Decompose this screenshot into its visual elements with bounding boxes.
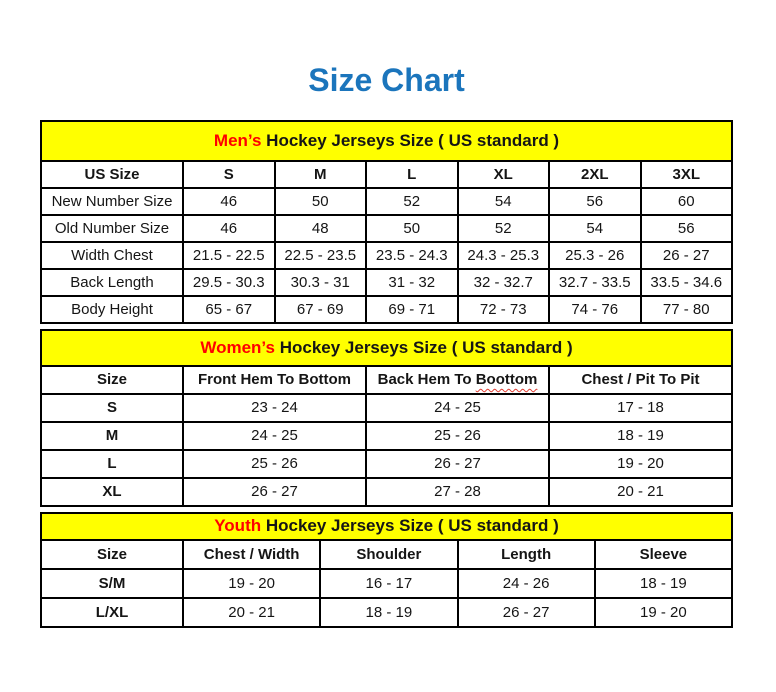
column-header: Shoulder <box>320 540 457 569</box>
cell-value: 19 - 20 <box>549 450 732 478</box>
mens-banner <box>41 121 732 161</box>
womens-header-row <box>41 366 732 394</box>
column-header: Size <box>41 540 183 569</box>
cell-value: 77 - 80 <box>641 296 733 323</box>
cell-value: 50 <box>275 188 367 215</box>
mens-size-table <box>40 120 733 324</box>
table-row <box>41 478 732 506</box>
column-header: L <box>366 161 458 188</box>
cell-value: 74 - 76 <box>549 296 641 323</box>
cell-value: 46 <box>183 215 275 242</box>
cell-value: 25.3 - 26 <box>549 242 641 269</box>
cell-value: 72 - 73 <box>458 296 550 323</box>
cell-value: 22.5 - 23.5 <box>275 242 367 269</box>
cell-value: 54 <box>549 215 641 242</box>
cell-value: 32 - 32.7 <box>458 269 550 296</box>
page-title: Size Chart <box>308 62 465 98</box>
cell-value: 26 - 27 <box>641 242 733 269</box>
cell-value: 26 - 27 <box>183 478 366 506</box>
table-row <box>41 422 732 450</box>
row-label: Back Length <box>41 269 183 296</box>
column-header <box>366 366 549 394</box>
table-row <box>41 188 732 215</box>
cell-value: 21.5 - 22.5 <box>183 242 275 269</box>
table-row <box>41 242 732 269</box>
column-header: Size <box>41 366 183 394</box>
womens-size-table <box>40 329 733 507</box>
cell-value: 20 - 21 <box>183 598 320 627</box>
row-label: S <box>41 394 183 422</box>
cell-value: 17 - 18 <box>549 394 732 422</box>
mens-header-row <box>41 161 732 188</box>
cell-value: 25 - 26 <box>183 450 366 478</box>
cell-value: 29.5 - 30.3 <box>183 269 275 296</box>
mens-banner-highlight: Men’s <box>213 130 262 150</box>
cell-value: 48 <box>275 215 367 242</box>
column-header: Sleeve <box>595 540 732 569</box>
cell-value: 46 <box>183 188 275 215</box>
cell-value: 33.5 - 34.6 <box>641 269 733 296</box>
column-header: Length <box>458 540 595 569</box>
womens-banner-text: Hockey Jerseys Size ( US standard ) <box>274 337 573 357</box>
table-row <box>41 569 732 598</box>
row-label: Body Height <box>41 296 183 323</box>
row-label: New Number Size <box>41 188 183 215</box>
youth-size-table <box>40 512 733 628</box>
youth-banner-highlight: Youth <box>214 516 262 536</box>
column-header: 2XL <box>549 161 641 188</box>
cell-value: 50 <box>366 215 458 242</box>
cell-value: 65 - 67 <box>183 296 275 323</box>
column-header: Chest / Width <box>183 540 320 569</box>
cell-value: 25 - 26 <box>366 422 549 450</box>
column-header-text: Back Hem To <box>377 371 476 389</box>
cell-value: 56 <box>641 215 733 242</box>
row-label: S/M <box>41 569 183 598</box>
column-header: S <box>183 161 275 188</box>
table-row <box>41 215 732 242</box>
youth-banner <box>41 513 732 540</box>
cell-value: 24.3 - 25.3 <box>458 242 550 269</box>
table-row <box>41 450 732 478</box>
row-label: XL <box>41 478 183 506</box>
cell-value: 30.3 - 31 <box>275 269 367 296</box>
cell-value: 26 - 27 <box>366 450 549 478</box>
cell-value: 52 <box>458 215 550 242</box>
table-row <box>41 598 732 627</box>
cell-value: 67 - 69 <box>275 296 367 323</box>
cell-value: 19 - 20 <box>595 598 732 627</box>
cell-value: 24 - 25 <box>366 394 549 422</box>
misspelled-word: Boottom <box>475 371 538 389</box>
cell-value: 31 - 32 <box>366 269 458 296</box>
cell-value: 16 - 17 <box>320 569 457 598</box>
cell-value: 24 - 26 <box>458 569 595 598</box>
womens-banner <box>41 330 732 366</box>
cell-value: 19 - 20 <box>183 569 320 598</box>
cell-value: 24 - 25 <box>183 422 366 450</box>
cell-value: 26 - 27 <box>458 598 595 627</box>
cell-value: 52 <box>366 188 458 215</box>
row-label: L/XL <box>41 598 183 627</box>
youth-header-row <box>41 540 732 569</box>
cell-value: 23 - 24 <box>183 394 366 422</box>
column-header: US Size <box>41 161 183 188</box>
cell-value: 56 <box>549 188 641 215</box>
column-header: Front Hem To Bottom <box>183 366 366 394</box>
mens-banner-text: Hockey Jerseys Size ( US standard ) <box>261 130 560 150</box>
cell-value: 69 - 71 <box>366 296 458 323</box>
cell-value: 32.7 - 33.5 <box>549 269 641 296</box>
cell-value: 60 <box>641 188 733 215</box>
column-header: 3XL <box>641 161 733 188</box>
row-label: L <box>41 450 183 478</box>
cell-value: 20 - 21 <box>549 478 732 506</box>
table-row <box>41 269 732 296</box>
cell-value: 18 - 19 <box>549 422 732 450</box>
table-row <box>41 296 732 323</box>
row-label: M <box>41 422 183 450</box>
column-header: XL <box>458 161 550 188</box>
womens-banner-highlight: Women’s <box>200 337 275 357</box>
cell-value: 54 <box>458 188 550 215</box>
size-chart <box>40 120 733 628</box>
row-label: Width Chest <box>41 242 183 269</box>
cell-value: 27 - 28 <box>366 478 549 506</box>
column-header: Chest / Pit To Pit <box>549 366 732 394</box>
cell-value: 23.5 - 24.3 <box>366 242 458 269</box>
table-row <box>41 394 732 422</box>
cell-value: 18 - 19 <box>595 569 732 598</box>
youth-banner-text: Hockey Jerseys Size ( US standard ) <box>261 516 559 536</box>
cell-value: 18 - 19 <box>320 598 457 627</box>
column-header: M <box>275 161 367 188</box>
row-label: Old Number Size <box>41 215 183 242</box>
